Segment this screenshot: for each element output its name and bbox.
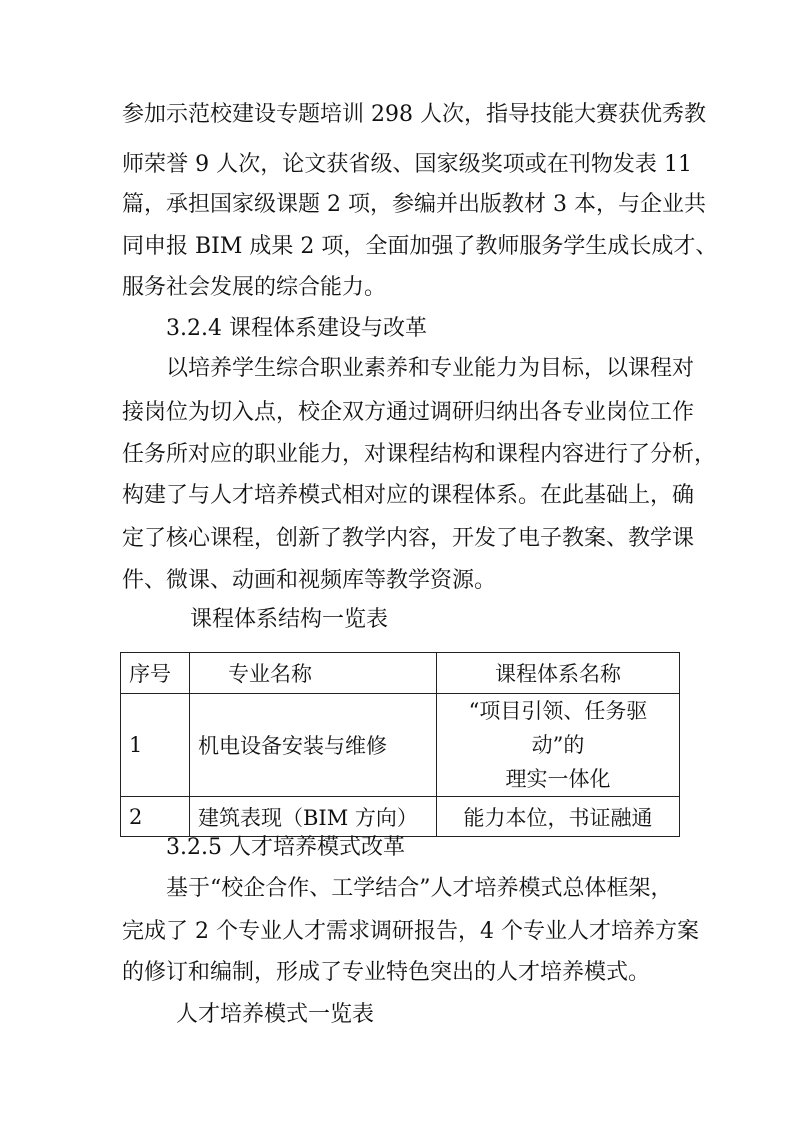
cell-line: “项目引领、任务驱动”的: [468, 699, 648, 757]
table-cell: [437, 694, 680, 797]
table-cell: 能力本位，书证融通: [437, 797, 680, 837]
cell-line: 理实一体化: [505, 767, 611, 791]
header-cell: 序号: [121, 653, 190, 694]
course-structure-table: [120, 652, 680, 837]
body-line: 师荣誉 9 人次，论文获省级、国家级奖项或在刊物发表 11: [122, 152, 692, 177]
table-cell: 机电设备安装与维修: [190, 694, 437, 797]
body-line: 篇，承担国家级课题 2 项，参编并出版教材 3 本，与企业共: [122, 192, 706, 217]
body-line: 的修订和编制，形成了专业特色突出的人才培养模式。: [122, 960, 651, 985]
table-row: [121, 797, 680, 837]
table-cell: 建筑表现（BIM 方向）: [190, 797, 437, 837]
body-line: 以培养学生综合职业素养和专业能力为目标，以课程对: [166, 356, 695, 381]
body-line: 完成了 2 个专业人才需求调研报告，4 个专业人才培养方案: [122, 919, 699, 944]
table-header-row: [121, 653, 680, 694]
section-heading: 3.2.5 人才培养模式改革: [166, 835, 405, 860]
table-caption: 课程体系结构一览表: [190, 607, 389, 632]
body-line: 接岗位为切入点，校企双方通过调研归纳出各专业岗位工作: [122, 400, 695, 425]
body-line: 定了核心课程，创新了教学内容，开发了电子教案、教学课: [122, 526, 695, 551]
body-line: 参加示范校建设专题培训 298 人次，指导技能大赛获优秀教: [122, 102, 706, 127]
section-heading: 3.2.4 课程体系建设与改革: [166, 316, 427, 341]
body-line: 件、微课、动画和视频库等教学资源。: [122, 568, 497, 593]
body-line: 基于“校企合作、工学结合”人才培养模式总体框架，: [166, 876, 673, 901]
table-cell: 2: [121, 797, 190, 837]
table-row: [121, 694, 680, 797]
body-line: 构建了与人才培养模式相对应的课程体系。在此基础上，确: [122, 483, 695, 508]
body-line: 任务所对应的职业能力，对课程结构和课程内容进行了分析，: [122, 442, 717, 467]
body-line: 同申报 BIM 成果 2 项，全面加强了教师服务学生成长成才、: [122, 234, 718, 259]
table-caption: 人才培养模式一览表: [176, 1002, 375, 1027]
header-cell: 专业名称: [190, 653, 437, 694]
body-line: 服务社会发展的综合能力。: [122, 275, 387, 300]
header-cell: 课程体系名称: [437, 653, 680, 694]
table-cell: 1: [121, 694, 190, 797]
